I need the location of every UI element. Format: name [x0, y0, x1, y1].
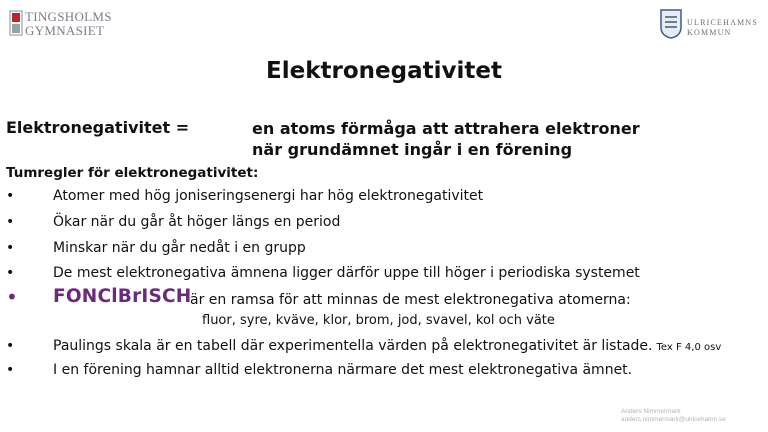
logo-right-line1: ULRICEHAMNS — [687, 18, 758, 27]
definition-text: en atoms förmåga att attrahera elektroner när grundämnet ingår i en förening — [252, 119, 640, 159]
page-title: Elektronegativitet — [266, 58, 502, 84]
ulricehamns-kommun-logo — [660, 8, 760, 42]
mnemonic-acronym: FONClBrISCH — [53, 286, 192, 307]
bullet-icon: • — [6, 362, 15, 378]
list-item-text: Ökar när du går åt höger längs en period — [53, 214, 341, 230]
pauling-item — [53, 338, 721, 354]
bullet-icon: • — [6, 265, 15, 281]
tingsholms-gymnasiet-logo — [9, 9, 119, 39]
pauling-note: Tex F 4,0 osv — [656, 342, 722, 353]
shield-icon — [660, 9, 682, 39]
list-item-text: De mest elektronegativa ämnena ligger därför uppe till höger i periodiska systemet — [53, 265, 640, 281]
pauling-text: Paulings skala är en tabell där experimentella värden på elektronegativitet är listade. — [53, 338, 653, 354]
bullet-icon: • — [6, 240, 15, 256]
bullet-icon: • — [6, 214, 15, 230]
list-item-text: Atomer med hög joniseringsenergi har hög elektronegativitet — [53, 188, 484, 204]
mnemonic-elements: fluor, syre, kväve, klor, brom, jod, svavel, kol och väte — [202, 313, 555, 328]
logo-left-line1: TINGSHOLMS — [25, 9, 112, 24]
bullet-icon: • — [6, 285, 18, 309]
mnemonic-text: är en ramsa för att minnas de mest elektronegativa atomerna: — [190, 292, 631, 308]
author-name: Anders Nimmermark — [621, 408, 681, 415]
logo-right-line2: KOMMUN — [687, 28, 732, 37]
author-email: anders.nimmermark@ulricehamn.se — [621, 416, 726, 423]
bullet-icon: • — [6, 188, 15, 204]
bullet-icon: • — [6, 338, 15, 354]
list-item-text: Minskar när du går nedåt i en grupp — [53, 240, 306, 256]
crest-icon — [9, 10, 23, 36]
rules-heading: Tumregler för elektronegativitet: — [6, 165, 259, 181]
definition-term: Elektronegativitet = — [6, 118, 190, 137]
logo-left-line2: GYMNASIET — [25, 23, 105, 38]
author-footer — [621, 408, 726, 424]
list-item-text: I en förening hamnar alltid elektronerna närmare det mest elektronegativa ämnet. — [53, 362, 633, 378]
